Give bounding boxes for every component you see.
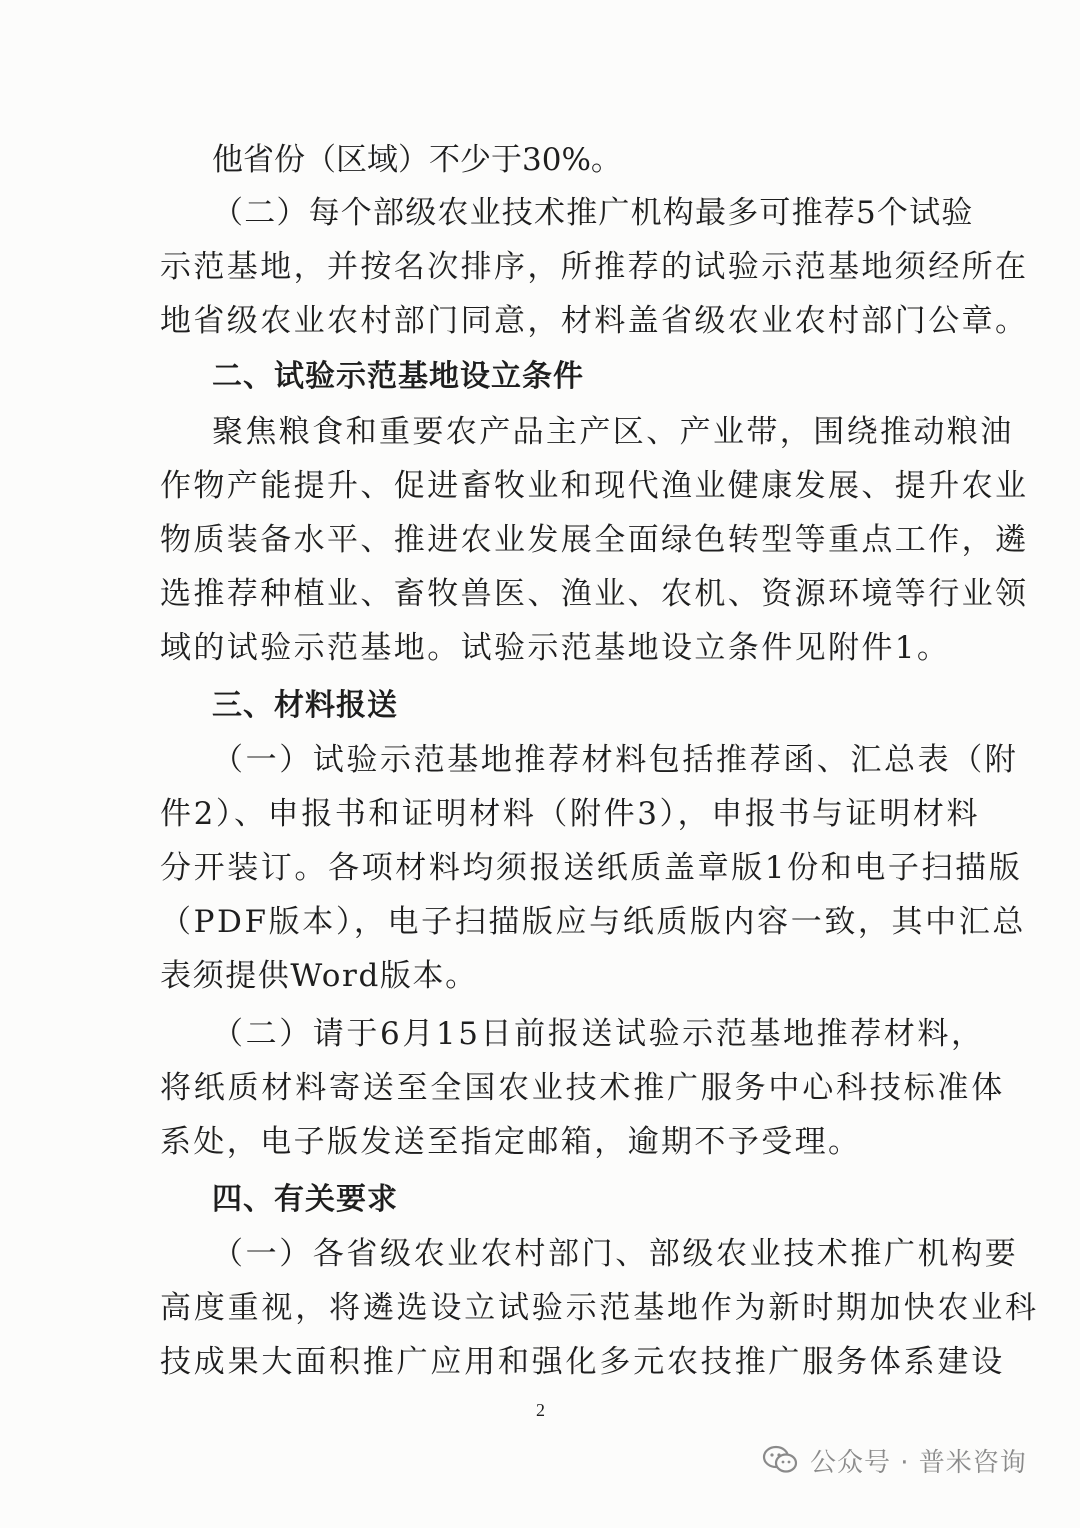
text-line-19: 系处，电子版发送至指定邮箱，逾期不予受理。 (160, 1124, 862, 1160)
wechat-icon (762, 1445, 798, 1475)
text-line-21: （一）各省级农业农村部门、部级农业技术推广机构要 (212, 1236, 1019, 1272)
text-line-8: 物质装备水平、推进农业发展全面绿色转型等重点工作，遴 (160, 522, 1029, 558)
watermark-text: 公众号 · 普米咨询 (810, 1447, 1027, 1478)
text-line-7: 作物产能提升、促进畜牧业和现代渔业健康发展、提升农业 (160, 468, 1029, 504)
text-line-16: 表须提供Word版本。 (160, 958, 478, 994)
text-line-9: 选推荐种植业、畜牧兽医、渔业、农机、资源环境等行业领 (160, 576, 1029, 612)
section-heading-4: 四、有关要求 (212, 1182, 398, 1217)
section-heading-3: 三、材料报送 (212, 688, 398, 723)
text-line-12: （一）试验示范基地推荐材料包括推荐函、汇总表（附 (212, 742, 1019, 778)
text-line-22: 高度重视，将遴选设立试验示范基地作为新时期加快农业科 (160, 1290, 1039, 1326)
text-line-3: 示范基地，并按名次排序，所推荐的试验示范基地须经所在 (160, 249, 1029, 285)
page-number: 2 (536, 1400, 545, 1420)
text-line-18: 将纸质材料寄送至全国农业技术推广服务中心科技标准体 (160, 1070, 1005, 1106)
text-line-6: 聚焦粮食和重要农产品主产区、产业带，围绕推动粮油 (212, 414, 1014, 450)
text-line-2: （二）每个部级农业技术推广机构最多可推荐5个试验 (212, 195, 974, 231)
text-line-13: 件2）、申报书和证明材料（附件3），申报书与证明材料 (160, 796, 981, 832)
text-line-14: 分开装订。各项材料均须报送纸质盖章版1份和电子扫描版 (160, 850, 1023, 886)
text-line-10: 域的试验示范基地。试验示范基地设立条件见附件1。 (160, 630, 951, 666)
text-line-1: 他省份（区域）不少于30%。 (212, 142, 622, 178)
text-line-15: （PDF版本），电子扫描版应与纸质版内容一致，其中汇总 (160, 904, 1026, 940)
text-line-4: 地省级农业农村部门同意，材料盖省级农业农村部门公章。 (160, 303, 1029, 339)
text-line-23: 技成果大面积推广应用和强化多元农技推广服务体系建设 (160, 1344, 1005, 1380)
section-heading-2: 二、试验示范基地设立条件 (212, 359, 584, 394)
watermark (762, 1440, 1027, 1480)
text-line-17: （二）请于6月15日前报送试验示范基地推荐材料， (212, 1016, 985, 1052)
